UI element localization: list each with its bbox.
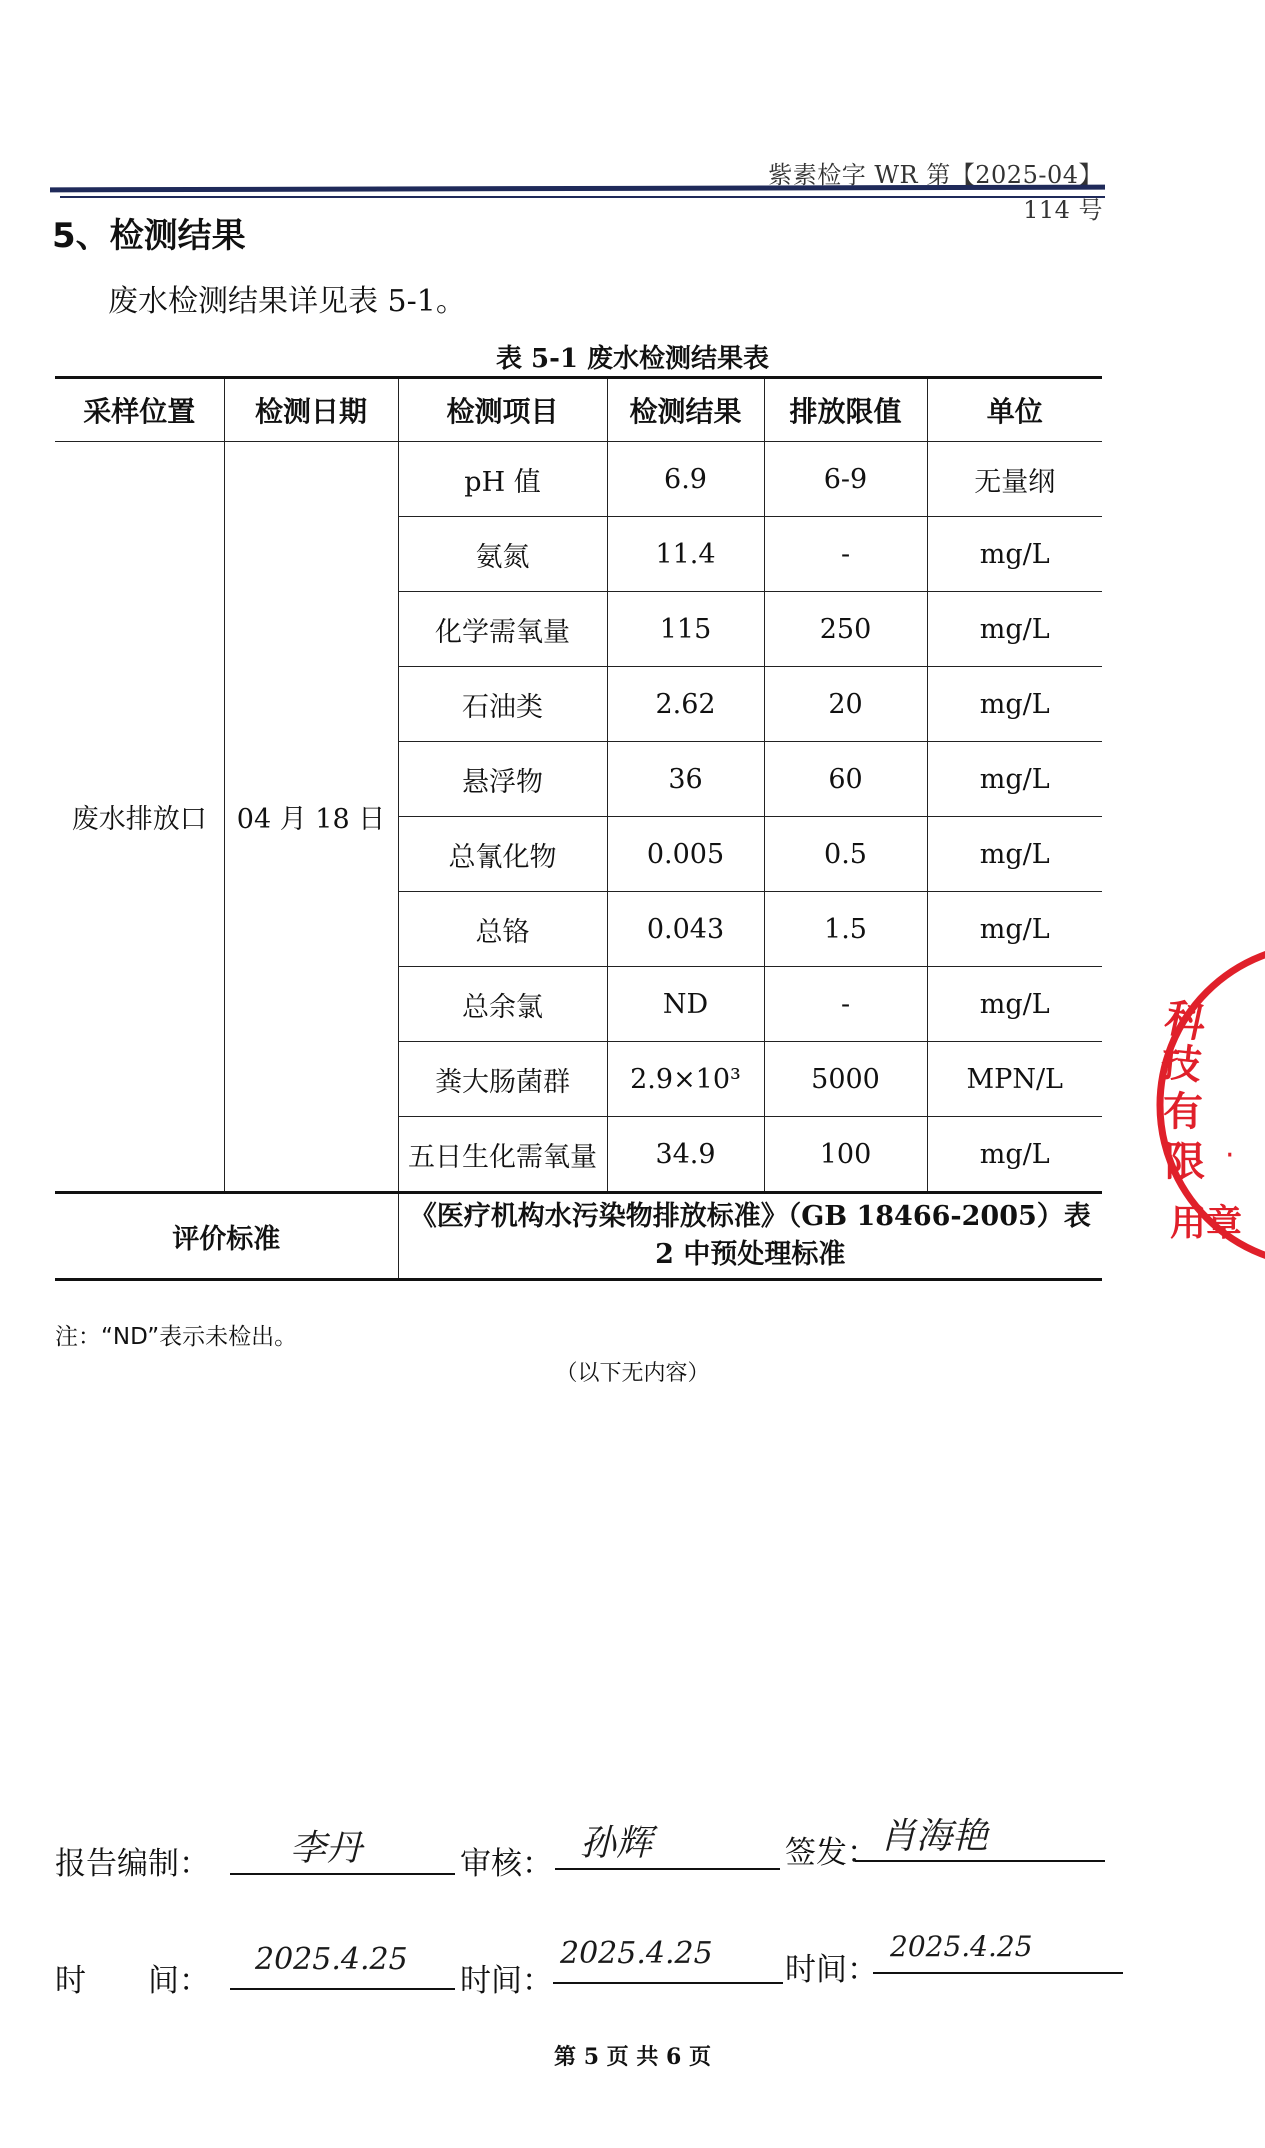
test-item: 氨氮 [398, 517, 607, 592]
author-date: 2025.4.25 [255, 1942, 408, 1977]
emission-limit: 5000 [764, 1042, 927, 1117]
author-label: 报告编制： [55, 1846, 210, 1882]
approve-signature: 肖海艳 [880, 1816, 989, 1857]
emission-limit: - [764, 967, 927, 1042]
test-item: 总氰化物 [398, 817, 607, 892]
time-label-review: 时间： [460, 1963, 553, 1999]
test-item: 化学需氧量 [398, 592, 607, 667]
emission-limit: 1.5 [764, 892, 927, 967]
approve-date: 2025.4.25 [890, 1930, 1033, 1963]
author-line [230, 1873, 455, 1875]
test-result: 11.4 [607, 517, 764, 592]
test-item: 总铬 [398, 892, 607, 967]
header-result: 检测结果 [607, 378, 764, 442]
svg-text:·: · [1225, 1138, 1235, 1173]
svg-text:技: 技 [1158, 1039, 1204, 1090]
review-label: 审核： [460, 1846, 553, 1882]
review-signature: 孙辉 [580, 1823, 653, 1864]
table-note: 注：“ND”表示未检出。 [55, 1324, 298, 1350]
header-limit: 排放限值 [764, 378, 927, 442]
unit: 无量纲 [927, 442, 1102, 517]
unit: mg/L [927, 817, 1102, 892]
test-result: 0.005 [607, 817, 764, 892]
test-result: 36 [607, 742, 764, 817]
unit: mg/L [927, 667, 1102, 742]
test-result: 0.043 [607, 892, 764, 967]
sampling-location: 废水排放口 [55, 442, 224, 1193]
unit: mg/L [927, 592, 1102, 667]
test-result: 6.9 [607, 442, 764, 517]
time-label-approve: 时间： [785, 1952, 878, 1988]
emission-limit: 6-9 [764, 442, 927, 517]
emission-limit: - [764, 517, 927, 592]
unit: mg/L [927, 1117, 1102, 1193]
emission-limit: 20 [764, 667, 927, 742]
review-date: 2025.4.25 [560, 1936, 713, 1971]
table-header-row [55, 378, 1102, 442]
time-label-author: 时 间： [55, 1963, 210, 1999]
svg-text:有: 有 [1163, 1089, 1203, 1135]
test-result: 34.9 [607, 1117, 764, 1193]
emission-limit: 0.5 [764, 817, 927, 892]
approve-date-line [873, 1972, 1123, 1974]
unit: mg/L [927, 517, 1102, 592]
header-date: 检测日期 [224, 378, 398, 442]
results-table [55, 376, 1102, 1281]
page-number: 第 5 页 共 6 页 [554, 2044, 711, 2070]
test-item: 总余氯 [398, 967, 607, 1042]
table-row [55, 442, 1102, 517]
evaluation-label: 评价标准 [55, 1193, 398, 1280]
emission-limit: 250 [764, 592, 927, 667]
review-line [555, 1868, 780, 1870]
svg-text:科: 科 [1160, 994, 1210, 1049]
section-intro: 废水检测结果详见表 5-1。 [108, 284, 466, 319]
emission-limit: 100 [764, 1117, 927, 1193]
unit: mg/L [927, 892, 1102, 967]
header-unit: 单位 [927, 378, 1102, 442]
evaluation-standard: 《医疗机构水污染物排放标准》（GB 18466-2005）表 2 中预处理标准 [398, 1193, 1102, 1280]
emission-limit: 60 [764, 742, 927, 817]
test-date: 04 月 18 日 [224, 442, 398, 1193]
test-item: pH 值 [398, 442, 607, 517]
header-item: 检测项目 [398, 378, 607, 442]
approve-line [855, 1860, 1105, 1862]
svg-text:限: 限 [1165, 1139, 1205, 1185]
test-result: 2.62 [607, 667, 764, 742]
end-of-content: （以下无内容） [555, 1361, 710, 1386]
header-rule-thin [60, 196, 1105, 198]
test-item: 石油类 [398, 667, 607, 742]
header-location: 采样位置 [55, 378, 224, 442]
table-caption: 表 5-1 废水检测结果表 [495, 344, 770, 374]
review-date-line [553, 1982, 783, 1984]
document-code: 紫素检字 WR 第【2025-04】114 号 [768, 161, 1103, 224]
author-date-line [230, 1988, 455, 1990]
test-result: 115 [607, 592, 764, 667]
company-seal [1145, 935, 1265, 1275]
test-result: 2.9×10³ [607, 1042, 764, 1117]
section-title: 5、检测结果 [52, 216, 246, 256]
unit: mg/L [927, 742, 1102, 817]
test-item: 五日生化需氧量 [398, 1117, 607, 1193]
evaluation-row [55, 1193, 1102, 1280]
svg-text:用章: 用章 [1170, 1203, 1243, 1244]
unit: mg/L [927, 967, 1102, 1042]
test-item: 悬浮物 [398, 742, 607, 817]
approve-label: 签发： [785, 1835, 878, 1871]
test-item: 粪大肠菌群 [398, 1042, 607, 1117]
test-result: ND [607, 967, 764, 1042]
unit: MPN/L [927, 1042, 1102, 1117]
author-signature: 李丹 [290, 1828, 363, 1869]
